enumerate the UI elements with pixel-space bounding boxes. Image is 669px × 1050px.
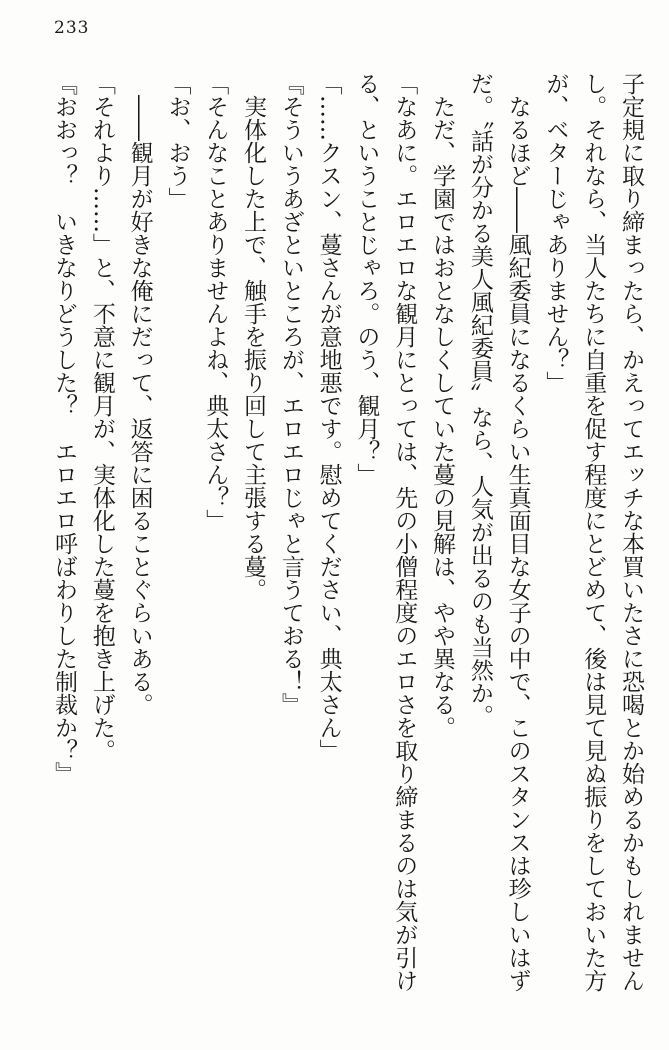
text-column: だ。〝話が分かる美人風紀委員〟なら、人気が出るのも当然か。: [466, 72, 493, 728]
text-column: 「……クスン、蔓さんが意地悪です。慰めてください、典太さん」: [315, 72, 342, 762]
text-column: し。それなら、当人たちに自重を促す程度にとどめて、後は見て見ぬ振りをしておいた方: [580, 72, 607, 992]
text-column: ただ、学園ではおとなしくしていた蔓の見解は、やや異なる。: [429, 72, 456, 739]
text-column: 「なあに。エロエロな観月にとっては、先の小僧程度のエロさを取り締まるのは気が引け: [391, 72, 418, 992]
text-column: 「それより……」と、不意に観月が、実体化した蔓を抱き上げた。: [88, 72, 115, 762]
text-column: 実体化した上で、触手を振り回して主張する蔓。: [240, 72, 267, 601]
vertical-text-block: [44, 72, 649, 1002]
text-column: 「お、おう」: [164, 72, 191, 210]
text-column: 『そういうあざといところが、エロエロじゃと言うておる！』: [277, 72, 304, 716]
text-column: が、ベターじゃありません？」: [542, 72, 569, 394]
text-column: 『おおっ？ いきなりどうした？ エロエロ呼ばわりした制裁か？』: [51, 72, 78, 785]
text-column: なるほど――風紀委員になるくらい生真面目な女子の中で、このスタンスは珍しいはず: [504, 72, 531, 992]
text-column: 子定規に取り締まったら、かえってエッチな本買いたさに恐喝とか始めるかもしれません: [618, 72, 644, 992]
text-column: 「そんなことありませんよね、典太さん？」: [202, 72, 229, 532]
page-number: 233: [54, 18, 90, 38]
text-column: る、ということじゃろ。のう、観月？」: [353, 72, 380, 486]
text-column: ――観月が好きな俺にだって、返答に困ることぐらいある。: [126, 72, 153, 716]
